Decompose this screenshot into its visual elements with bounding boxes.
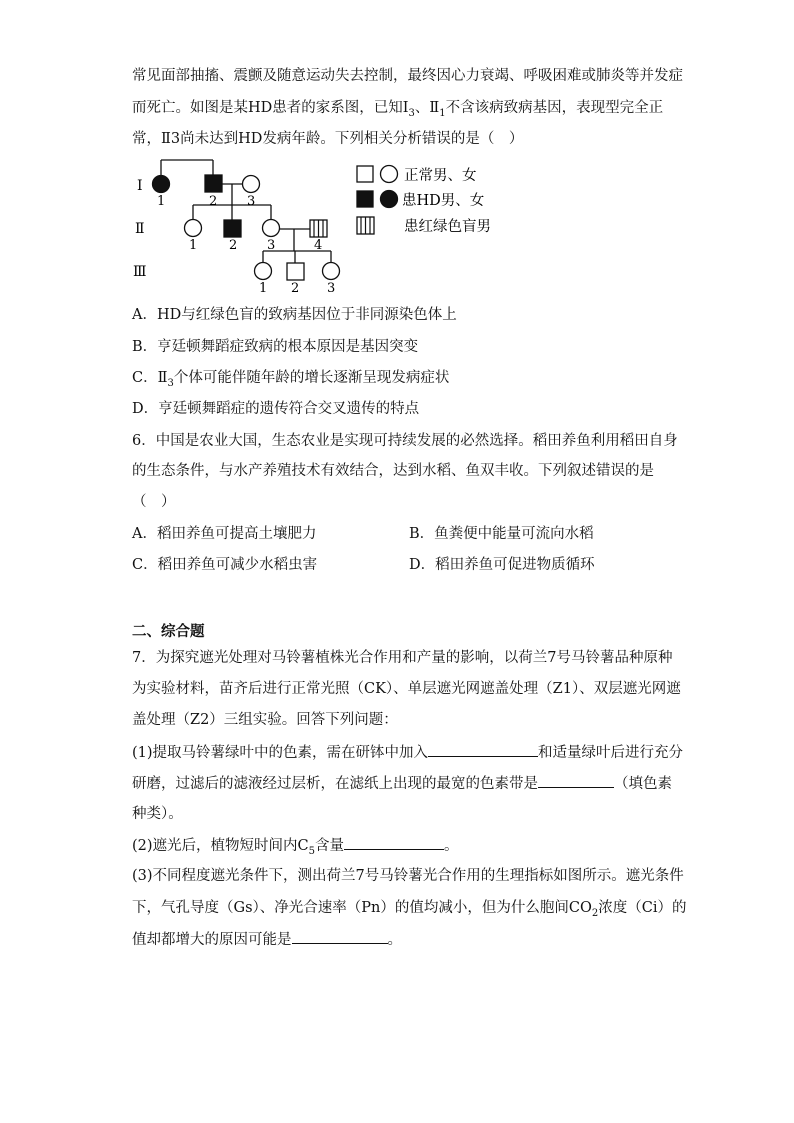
intro-line-1: 常见面部抽搐、震颤及随意运动失去控制，最终因心力衰竭、呼吸困难或肺炎等并发症 [132, 68, 683, 84]
individual-i2-affected-male [205, 175, 222, 192]
answer-blank[interactable] [292, 929, 388, 944]
individual-ii3-normal-female [263, 220, 280, 237]
individual-iii1-normal-female [255, 263, 272, 280]
legend-colorblind-male-symbol [357, 217, 374, 234]
q7-stem-line-3: 盖处理（Z2）三组实验。回答下列问题： [132, 712, 398, 728]
individual-number: 4 [314, 238, 323, 253]
generation-label: Ⅰ [137, 178, 143, 194]
individual-number: 1 [189, 238, 198, 253]
individual-iii3-normal-female [323, 263, 340, 280]
individual-number: 3 [247, 194, 256, 209]
individual-number: 1 [157, 194, 166, 209]
q7-part1-line-3: 种类）。 [132, 806, 183, 822]
legend-normal-male-symbol [357, 166, 373, 182]
individual-number: 2 [209, 194, 218, 209]
intro-line-3: 常，Ⅱ3尚未达到HD发病年龄。下列相关分析错误的是（ ） [132, 131, 524, 147]
generation-label: Ⅱ [135, 221, 145, 237]
pedigree-legend [357, 166, 491, 236]
section-heading: 二、综合题 [132, 623, 205, 640]
individual-ii2-affected-male [224, 220, 241, 237]
answer-blank[interactable] [428, 742, 538, 757]
q7-part3-line-3: 值却都增大的原因可能是 。 [132, 929, 402, 950]
legend-affected-male-symbol [357, 191, 373, 207]
individual-ii4-colorblind-male [310, 220, 327, 237]
answer-blank[interactable] [344, 835, 444, 850]
legend-normal-label: 正常男、女 [404, 168, 477, 184]
q7-part3-line-2: 下，气孔导度（Gs）、净光合速率（Pn）的值均减小，但为什么胞间$CO_2$浓度（Ci）的 [132, 900, 687, 919]
generation-label: Ⅲ [133, 264, 147, 280]
q7-part2-line: (2)遮光后，植物短时间内$C_5$含量 。 [132, 835, 459, 862]
q6-stem-line-1: 6．中国是农业大国，生态农业是实现可持续发展的必然选择。稻田养鱼利用稻田自身 [132, 433, 678, 449]
individual-i1-affected-female [153, 176, 170, 193]
q5-option-a: A．HD与红绿色盲的致病基因位于非同源染色体上 [132, 307, 457, 323]
q5-option-b: B．亨廷顿舞蹈症致病的根本原因是基因突变 [132, 339, 419, 355]
q6-stem-line-2: 的生态条件，与水产养殖技术有效结合，达到水稻、鱼双丰收。下列叙述错误的是 [132, 463, 654, 479]
individual-number: 2 [291, 281, 300, 296]
legend-normal-female-symbol [381, 166, 398, 183]
q5-option-c: C．$Ⅱ_3$个体可能伴随年龄的增长逐渐呈现发病症状 [132, 370, 450, 389]
answer-blank[interactable] [538, 773, 614, 788]
individual-i3-normal-female [243, 176, 260, 193]
individual-number: 3 [327, 281, 336, 296]
individual-number: 2 [229, 238, 238, 253]
individual-number: 3 [267, 238, 276, 253]
q5-option-d: D．亨廷顿舞蹈症的遗传符合交叉遗传的特点 [132, 401, 420, 417]
legend-colorblind-label: 患红绿色盲男 [404, 219, 491, 235]
pedigree-diagram [0, 0, 794, 300]
q7-part3-line-1: (3)不同程度遮光条件下，测出荷兰7号马铃薯光合作用的生理指标如图所示。遮光条件 [132, 868, 684, 884]
individual-iii2-normal-male [287, 263, 304, 280]
q7-stem-line-1: 7．为探究遮光处理对马铃薯植株光合作用和产量的影响，以荷兰7号马铃薯品种原种 [132, 650, 673, 666]
q7-part1-line-1: (1)提取马铃薯绿叶中的色素，需在研钵中加入 和适量绿叶后进行充分 [132, 742, 683, 763]
intro-line-2: 而死亡。如图是某HD患者的家系图，已知$Ⅰ_3$、$Ⅱ_1$不含该病致病基因，表现型完全正 [132, 100, 664, 119]
q7-stem-line-2: 为实验材料，苗齐后进行正常光照（CK）、单层遮光网遮盖处理（Z1）、双层遮光网遮 [132, 681, 681, 697]
individual-number: 1 [259, 281, 268, 296]
legend-affected-label: 患HD男、女 [402, 193, 485, 209]
q6-stem-line-3: （ ） [132, 494, 176, 510]
q6-option-b: B．鱼粪便中能量可流向水稻 [409, 526, 594, 542]
q6-option-d: D．稻田养鱼可促进物质循环 [409, 557, 595, 573]
legend-affected-female-symbol [381, 191, 398, 208]
individual-ii1-normal-female [185, 220, 202, 237]
q6-option-c: C．稻田养鱼可减少水稻虫害 [132, 557, 318, 573]
q7-part1-line-2: 研磨，过滤后的滤液经过层析，在滤纸上出现的最宽的色素带是 （填色素 [132, 773, 672, 794]
q6-option-a: A．稻田养鱼可提高土壤肥力 [132, 526, 317, 542]
